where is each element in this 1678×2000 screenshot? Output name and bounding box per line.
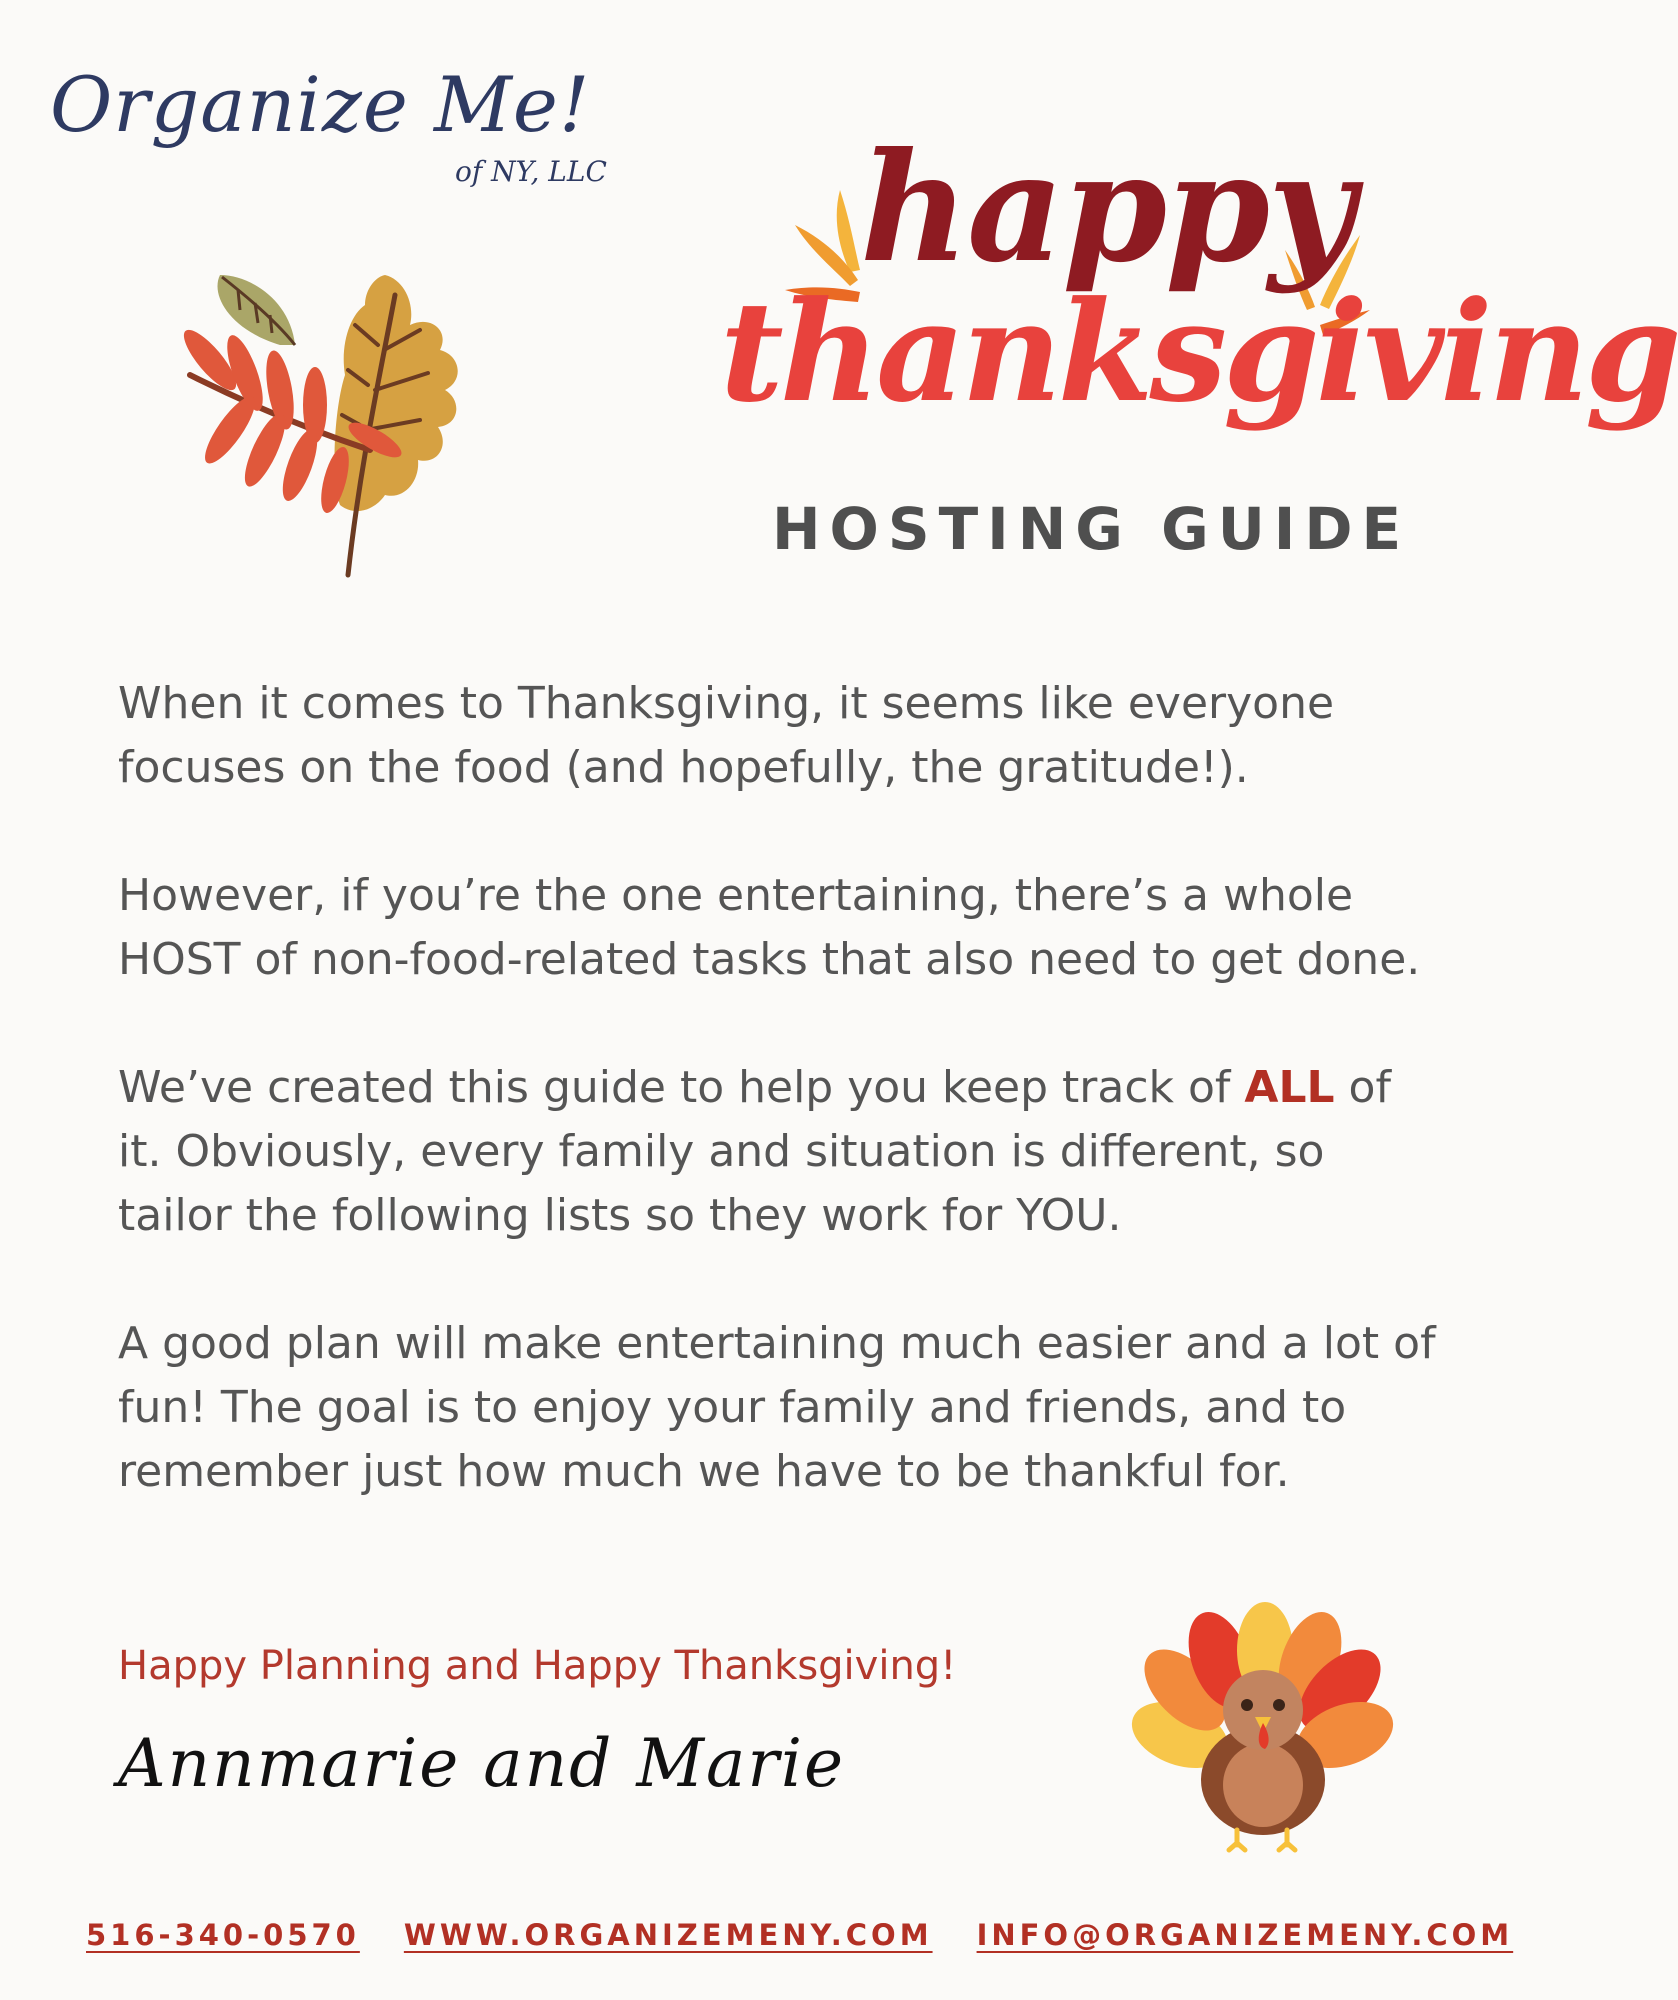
logo-sub-text: of NY, LLC	[455, 155, 607, 188]
contact-footer	[86, 1910, 1514, 1960]
turkey-icon	[1125, 1615, 1395, 1855]
logo-main-text: Organize Me!	[50, 60, 591, 149]
paragraph-4: A good plan will make entertaining much easier and a lot of fun! The goal is to enjoy your family and friends, and to remember just how much we have to be thankful for.	[118, 1318, 1436, 1497]
company-logo	[50, 60, 610, 200]
phone-link[interactable]: 516-340-0570	[86, 1918, 360, 1952]
closing-line: Happy Planning and Happy Thanksgiving!	[118, 1643, 957, 1689]
title-block	[700, 120, 1678, 580]
paragraph-3	[118, 1056, 1448, 1248]
title-happy: happy	[860, 120, 1354, 296]
paragraph-3-start: We’ve created this guide to help you keep track of	[118, 1062, 1245, 1113]
signature: Annmarie and Marie	[118, 1725, 846, 1802]
email-link[interactable]: INFO@ORGANIZEMENY.COM	[976, 1918, 1514, 1952]
body-text	[118, 672, 1448, 1568]
emphasis-all: ALL	[1244, 1062, 1335, 1113]
title-subtitle: HOSTING GUIDE	[772, 495, 1411, 563]
paragraph-1: When it comes to Thanksgiving, it seems like everyone focuses on the food (and hopefully, the gratitude!).	[118, 678, 1335, 793]
paragraph-3-end: of it. Obviously, every family and situation is different, so tailor the following lists so they work for YOU.	[118, 1062, 1391, 1241]
website-link[interactable]: WWW.ORGANIZEMENY.COM	[403, 1918, 933, 1952]
autumn-leaves-icon	[170, 255, 510, 595]
paragraph-2: However, if you’re the one entertaining, there’s a whole HOST of non-food-related tasks that also need to get done.	[118, 870, 1421, 985]
title-thanksgiving: thanksgiving	[720, 270, 1678, 433]
